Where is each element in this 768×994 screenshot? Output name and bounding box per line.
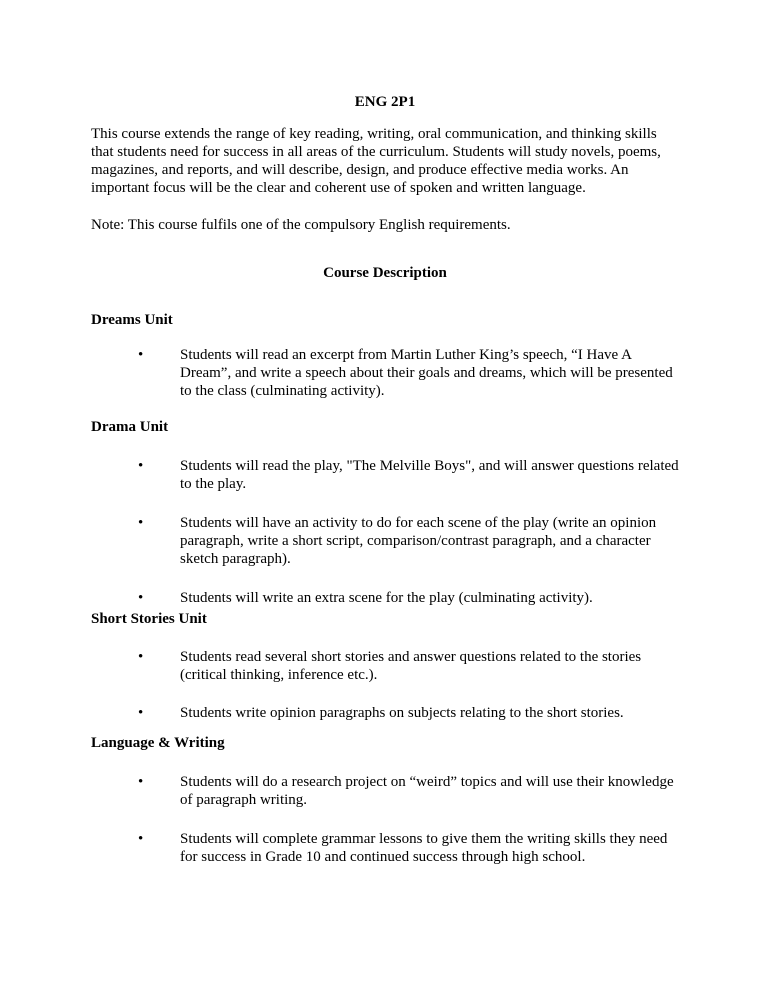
list-item — [91, 830, 680, 866]
list-item-text: Students will write an extra scene for the play (culminating activity). — [180, 590, 593, 606]
bullet-icon: • — [138, 649, 144, 665]
unit-bullet-list — [91, 648, 691, 722]
bullet-icon: • — [138, 458, 144, 474]
list-item-text: Students will read the play, "The Melville Boys", and will answer questions related to the play. — [180, 458, 679, 492]
requirement-note: Note: This course fulfils one of the compulsory English requirements. — [91, 217, 511, 233]
language-writing-unit-section — [91, 734, 691, 866]
bullet-icon: • — [138, 774, 144, 790]
unit-bullet-list — [91, 457, 691, 607]
dreams-unit-section — [91, 311, 691, 400]
list-item — [91, 457, 680, 493]
unit-heading: Drama Unit — [91, 419, 169, 435]
list-item-text: Students write opinion paragraphs on subjects relating to the short stories. — [180, 705, 624, 721]
list-item-text: Students will complete grammar lessons to give them the writing skills they need for success in Grade 10 and continued success through high school. — [180, 831, 668, 865]
short-stories-unit-section — [91, 610, 691, 722]
bullet-icon: • — [138, 515, 144, 531]
list-item-text: Students read several short stories and answer questions related to the stories (critical thinking, inference etc.). — [180, 649, 642, 683]
list-item-text: Students will do a research project on “weird” topics and will use their knowledge of paragraph writing. — [180, 774, 674, 808]
drama-unit-section — [91, 418, 691, 607]
unit-bullet-list — [91, 773, 691, 866]
bullet-icon: • — [138, 590, 144, 606]
list-item — [91, 346, 680, 400]
list-item-text: Students will have an activity to do for each scene of the play (write an opinion paragraph, write a short script, comparison/contrast paragraph, and a character sketch paragraph). — [180, 515, 657, 567]
bullet-icon: • — [138, 705, 144, 721]
list-item — [91, 514, 680, 568]
list-item — [91, 648, 680, 684]
list-item — [91, 704, 680, 722]
course-intro-paragraph: This course extends the range of key reading, writing, oral communication, and thinking skills that students need for success in all areas of the curriculum. Students will study novels, poems, magazines, and reports, and will describe, design, and produce effective media works. An important focus will be the clear and coherent use of spoken and written language. — [91, 126, 661, 196]
bullet-icon: • — [138, 831, 144, 847]
bullet-icon: • — [138, 347, 144, 363]
course-description-heading: Course Description — [323, 265, 447, 281]
course-code-title: ENG 2P1 — [354, 94, 416, 110]
unit-heading: Language & Writing — [91, 735, 225, 751]
unit-bullet-list — [91, 346, 691, 400]
list-item-text: Students will read an excerpt from Martin Luther King’s speech, “I Have A Dream”, and write a speech about their goals and dreams, which will be presented to the class (culminating activity). — [180, 347, 673, 399]
list-item — [91, 589, 680, 607]
unit-heading: Dreams Unit — [91, 312, 173, 328]
unit-heading: Short Stories Unit — [91, 611, 207, 627]
list-item — [91, 773, 680, 809]
